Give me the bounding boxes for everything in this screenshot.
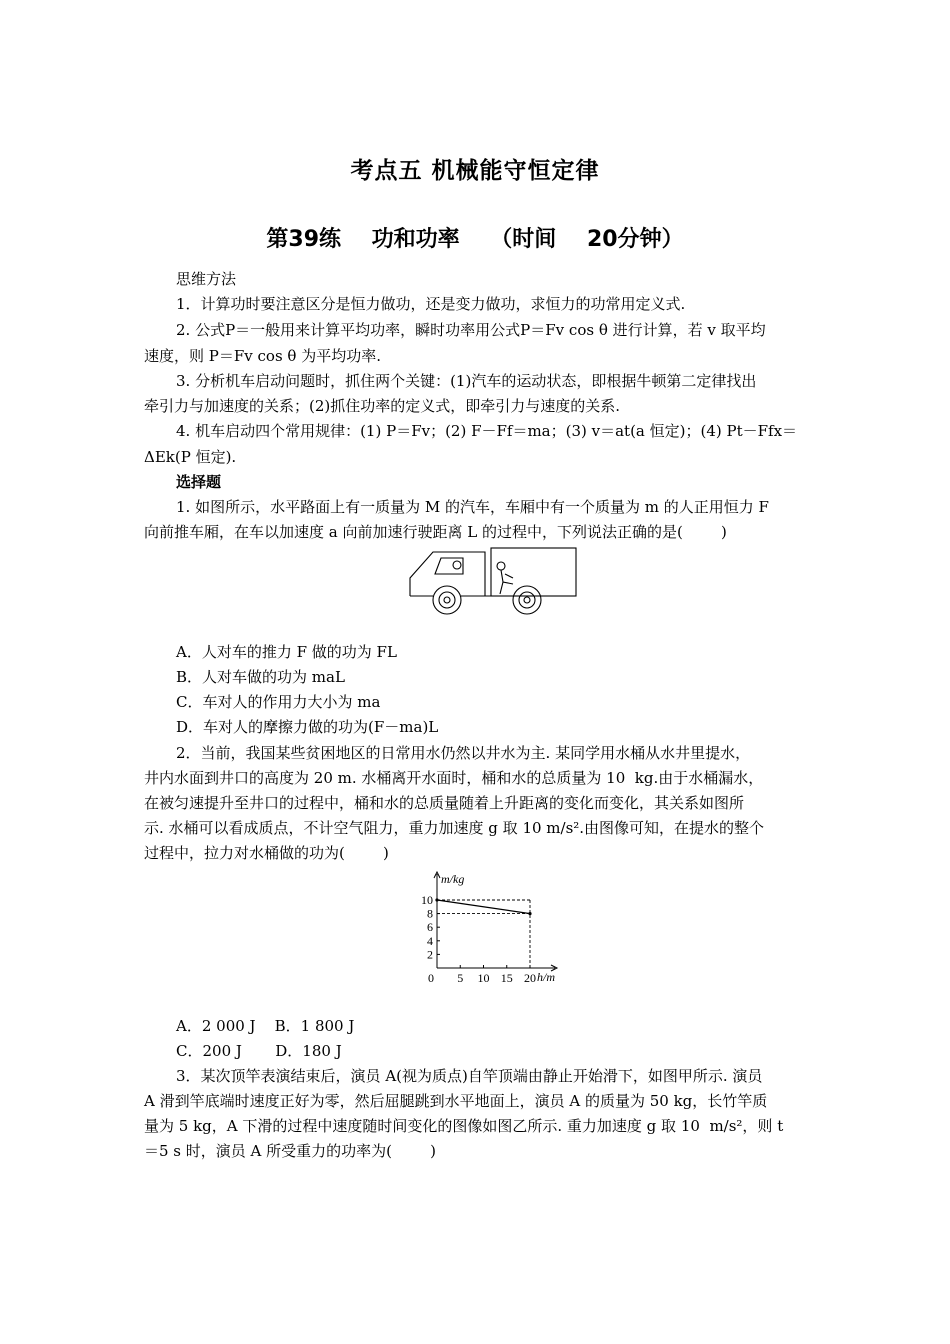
x-tick-label: 0 [428, 971, 434, 985]
q3-line-3: 量为 5 kg，A 下滑的过程中速度随时间变化的图像如图乙所示. 重力加速度 g 取 10 m/s²，则 t [144, 1117, 784, 1135]
front-wheel [433, 586, 461, 614]
y-tick-label: 2 [427, 947, 433, 962]
data-point [528, 912, 531, 915]
q3-line-1: 3．某次顶竿表演结束后，演员 A(视为质点)自竿顶端由静止开始滑下，如图甲所示. 演员 [176, 1067, 763, 1085]
method-item-4-cont: ΔEk(P 恒定). [144, 448, 237, 466]
x-tick-label: 20 [524, 971, 536, 985]
person-head [497, 562, 505, 570]
y-tick-label: 4 [427, 933, 433, 948]
q2-line-1: 2．当前，我国某些贫困地区的日常用水仍然以井水为主. 某同学用水桶从水井里提水， [176, 744, 751, 762]
y-tick-label: 10 [421, 893, 433, 907]
cab-window [435, 558, 463, 574]
x-tick-label: 5 [457, 971, 464, 985]
x-tick-label: 15 [500, 971, 513, 985]
q3-line-2: A 滑到竿底端时速度正好为零，然后屈腿跳到水平地面上，演员 A 的质量为 50 kg，长竹竿质 [144, 1092, 768, 1110]
method-item-3-cont: 牵引力与加速度的关系；(2)抓住功率的定义式，即牵引力与速度的关系. [144, 397, 621, 415]
method-item-4: 4. 机车启动四个常用规律：(1) P＝Fv；(2) F－Ff＝ma；(3) v＝at(a 恒定)；(4) Pt－Ffx＝ [176, 422, 798, 440]
q2-options-cd: C．200 J D．180 J [176, 1042, 342, 1060]
series-line [437, 900, 530, 914]
rear-wheel [513, 586, 541, 614]
method-item-2: 2. 公式P＝一般用来计算平均功率，瞬时功率用公式P＝Fv cos θ 进行计算，若 v 取平均 [176, 321, 766, 339]
x-axis-label: h/m [537, 970, 555, 984]
method-item-3: 3. 分析机车启动问题时，抓住两个关键：(1)汽车的运动状态，即根据牛顿第二定律找出 [176, 372, 757, 390]
q1-option-a: A．人对车的推力 F 做的功为 FL [176, 643, 397, 661]
q3-line-4: ＝5 s 时，演员 A 所受重力的功率为( ) [144, 1142, 436, 1160]
y-axis-label: m/kg [441, 872, 465, 886]
q1-line-1: 1. 如图所示，水平路面上有一质量为 M 的汽车，车厢中有一个质量为 m 的人正用恒力 F [176, 498, 769, 516]
q1-option-c: C．车对人的作用力大小为 ma [176, 693, 381, 711]
truck-cargo [491, 548, 576, 596]
choice-heading: 选择题 [176, 473, 222, 491]
method-item-2-cont: 速度，则 P＝Fv cos θ 为平均功率. [144, 347, 381, 365]
y-tick-label: 8 [427, 906, 433, 921]
q1-option-b: B．人对车做的功为 maL [176, 668, 345, 686]
q2-line-5: 过程中，拉力对水桶做的功为( ) [144, 844, 389, 862]
person-body [500, 570, 513, 594]
q1-line-2: 向前推车厢，在车以加速度 a 向前加速行驶距离 L 的过程中，下列说法正确的是( ) [144, 523, 727, 541]
method-item-1: 1．计算功时要注意区分是恒力做功，还是变力做功，求恒力的功常用定义式. [176, 295, 686, 313]
chapter-title: 考点五 机械能守恒定律 [350, 158, 600, 184]
data-point [435, 898, 438, 901]
q2-options-ab: A．2 000 J B．1 800 J [176, 1017, 355, 1035]
q2-line-4: 示. 水桶可以看成质点，不计空气阻力，重力加速度 g 取 10 m/s².由图像可知，在提水的整个 [144, 819, 765, 837]
q2-line-3: 在被匀速提升至井口的过程中，桶和水的总质量随着上升距离的变化而变化，其关系如图所 [144, 794, 745, 812]
driver-head [453, 561, 461, 569]
q1-option-d: D．车对人的摩擦力做的功为(F－ma)L [176, 718, 439, 736]
method-heading: 思维方法 [176, 270, 237, 288]
truck-figure [405, 544, 580, 619]
y-tick-label: 6 [427, 920, 433, 935]
q2-line-2: 井内水面到井口的高度为 20 m. 水桶离开水面时，桶和水的总质量为 10 kg.由于水桶漏水， [144, 769, 764, 787]
section-title: 第39练 功和功率 （时间 20分钟） [266, 227, 684, 252]
x-tick-label: 10 [477, 971, 490, 985]
mass-height-chart [415, 868, 570, 990]
